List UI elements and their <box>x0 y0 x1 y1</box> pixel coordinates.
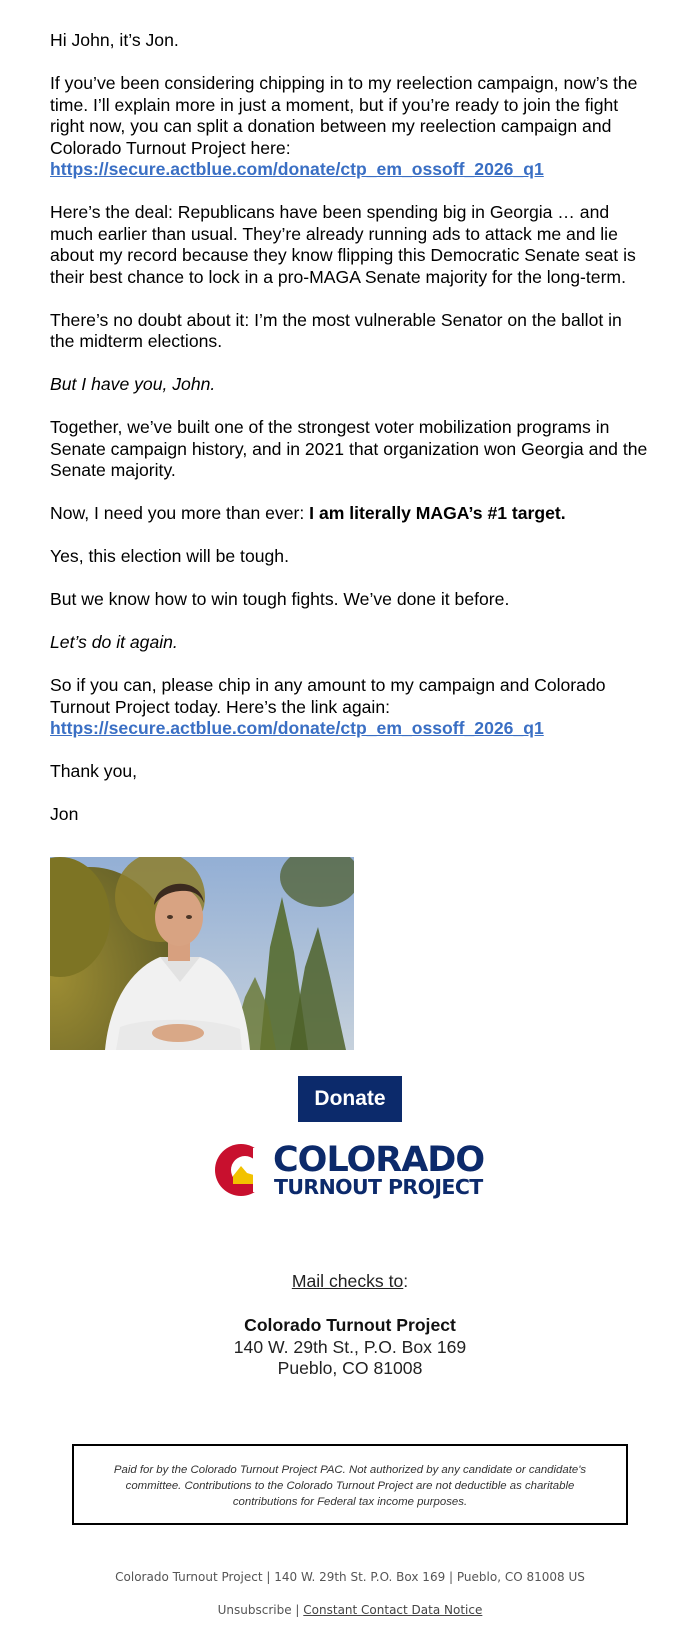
signature: Jon <box>50 804 79 824</box>
paragraph-intro-text: If you’ve been considering chipping in to my reelection campaign, now’s the time. I’ll explain more in just a moment, but if you’re ready to join the fight right now, you can split a donation between my reelection campaign and Colorado Turnout Project here: <box>50 73 638 158</box>
donate-button[interactable]: Donate <box>298 1076 402 1122</box>
footer-separator: | <box>291 1603 304 1617</box>
paragraph-need-you-text: Now, I need you more than ever: <box>50 503 310 523</box>
mailing-city: Pueblo, CO 81008 <box>277 1358 423 1378</box>
mail-checks-heading <box>0 1271 700 1293</box>
unsubscribe-link[interactable]: Unsubscribe <box>217 1603 292 1617</box>
paragraph-have-you: But I have you, John. <box>50 374 216 394</box>
paragraph-win: But we know how to win tough fights. We’ve done it before. <box>50 589 510 609</box>
portrait-photo <box>50 857 354 1050</box>
mail-checks-label: Mail checks to <box>291 1271 404 1291</box>
paragraph-together: Together, we’ve built one of the strongest voter mobilization programs in Senate campaign history, and in 2021 that organization won Georgia and the Senate majority. <box>50 417 648 480</box>
mailing-address <box>0 1315 700 1380</box>
paragraph-tough: Yes, this election will be tough. <box>50 546 289 566</box>
mailing-org: Colorado Turnout Project <box>244 1315 456 1335</box>
logo-text-colorado: COLORADO <box>273 1140 485 1180</box>
paragraph-again: Let’s do it again. <box>50 632 178 652</box>
paragraph-vulnerable: There’s no doubt about it: I’m the most vulnerable Senator on the ballot in the midterm elections. <box>50 309 622 351</box>
footer-links <box>0 1603 700 1617</box>
paragraph-deal: Here’s the deal: Republicans have been spending big in Georgia … and much earlier than usual. They’re already running ads to attack me and lie about my record because they know flipping this Democratic Senate seat is their best chance to lock in a pro-MAGA Senate majority for the long-term. <box>50 202 636 287</box>
paragraph-intro <box>50 73 650 181</box>
mail-checks-colon: : <box>403 1271 409 1291</box>
email-body <box>50 30 650 826</box>
footer-address: Colorado Turnout Project | 140 W. 29th St. P.O. Box 169 | Pueblo, CO 81008 US <box>115 1570 585 1584</box>
donate-link-1[interactable]: https://secure.actblue.com/donate/ctp_em_ossoff_2026_q1 <box>50 159 544 179</box>
donate-link-2[interactable]: https://secure.actblue.com/donate/ctp_em_ossoff_2026_q1 <box>50 718 544 738</box>
closing: Thank you, <box>50 761 138 781</box>
mailing-street: 140 W. 29th St., P.O. Box 169 <box>233 1336 467 1357</box>
colorado-c-logo-icon <box>213 1142 269 1198</box>
paragraph-chip-in <box>50 675 650 740</box>
colorado-turnout-project-logo[interactable] <box>213 1142 489 1200</box>
logo-text-turnout-project: TURNOUT PROJECT <box>274 1175 483 1199</box>
paid-for-disclaimer: Paid for by the Colorado Turnout Project PAC. Not authorized by any candidate or candidate's committee. Contributions to the Colorado Turnout Project are not deductible as charitable contributions for Federal tax income purposes. <box>72 1444 628 1525</box>
paragraph-need-you <box>50 503 650 525</box>
paragraph-chip-in-text: So if you can, please chip in any amount to my campaign and Colorado Turnout Project today. Here’s the link again: <box>50 675 606 717</box>
maga-target-emphasis: I am literally MAGA’s #1 target. <box>309 503 566 523</box>
greeting: Hi John, it’s Jon. <box>50 30 179 50</box>
portrait-illustration <box>50 857 354 1050</box>
data-notice-link[interactable]: Constant Contact Data Notice <box>303 1603 483 1617</box>
